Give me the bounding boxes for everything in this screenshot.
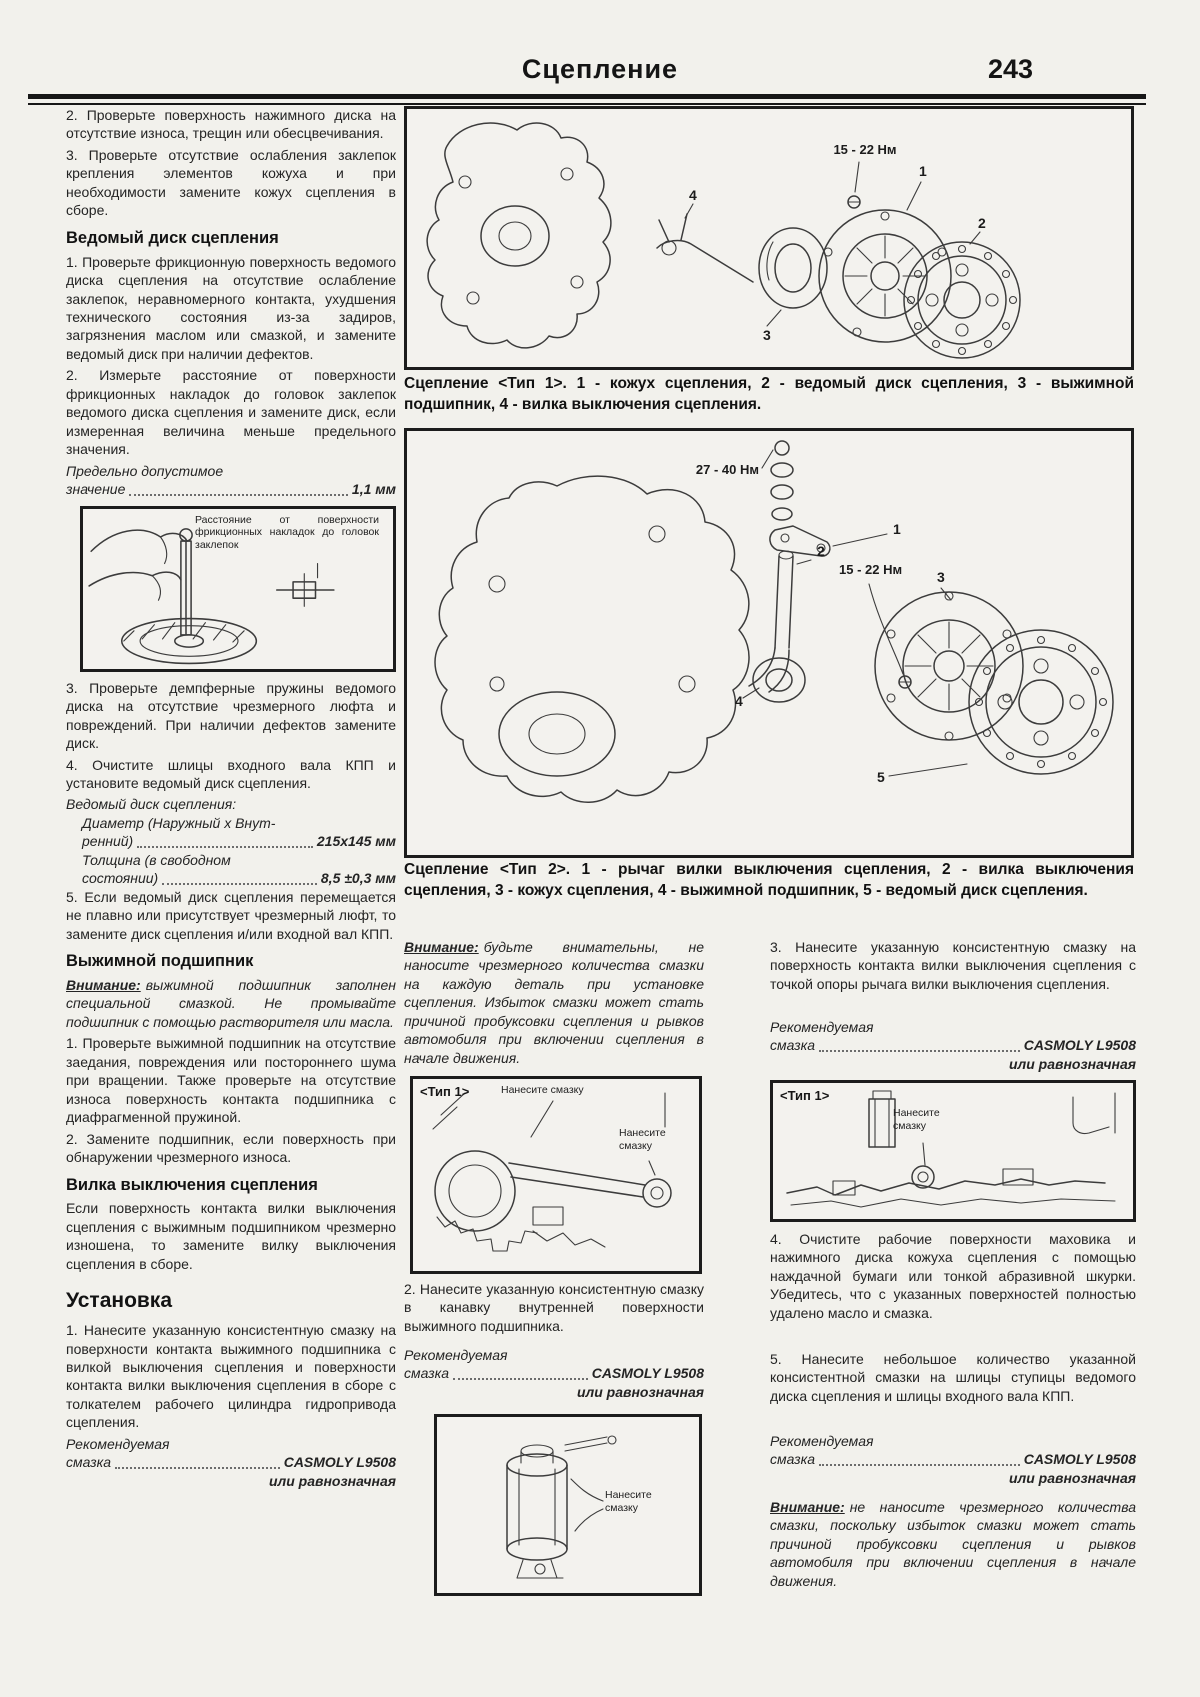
part-label-1: 1 xyxy=(893,521,901,537)
paragraph: 4. Очистите шлицы входного вала КПП и установите ведомый диск сцепления. xyxy=(66,756,396,792)
apply-grease-label: Нанесите смазку xyxy=(605,1489,652,1514)
part-label-3: 3 xyxy=(763,327,771,343)
paragraph: 2. Замените подшипник, если поверхность при обнаружении чрезмерного износа. xyxy=(66,1130,396,1166)
dotted-leader xyxy=(137,846,313,848)
apply-grease-label: Нанесите смазку xyxy=(619,1127,666,1152)
part-label-1: 1 xyxy=(919,163,927,179)
section-heading: Ведомый диск сцепления xyxy=(66,228,279,247)
part-label-2: 2 xyxy=(978,215,986,231)
dotted-leader xyxy=(819,1050,1020,1052)
section-heading: Выжимной подшипник xyxy=(66,952,254,971)
fork-pivot-grease-diagram xyxy=(773,1083,1133,1219)
torque-label-mid: 15 - 22 Нм xyxy=(839,562,903,577)
middle-step-2: 2. Нанесите указанную консистентную смазку в канавку внутренней поверхности выжимного подшипника. xyxy=(404,1281,704,1334)
right-step-5: 5. Нанесите небольшое количество указанной консистентной смазки на шлицы ступицы ведомого диска сцепления и шлицы входного вала КПП. xyxy=(770,1351,1136,1404)
spec-label: Предельно допустимое xyxy=(66,462,224,479)
grease-word: смазка xyxy=(770,1037,815,1054)
spec-line xyxy=(66,869,396,887)
part-label-3: 3 xyxy=(937,569,945,585)
clutch-type2-exploded-diagram xyxy=(407,431,1131,855)
grease-line xyxy=(770,1450,1136,1468)
spec-word: ренний) xyxy=(82,833,134,850)
dotted-leader xyxy=(453,1378,588,1380)
grease-value: CASMOLY L9508 xyxy=(1023,1037,1136,1054)
grease-word: смазка xyxy=(770,1451,815,1468)
paragraph: 3. Проверьте отсутствие ослабления заклепок крепления элементов кожуха и при необходимости замените кожух сцепления в сборе. xyxy=(66,146,396,219)
grease-value: CASMOLY L9508 xyxy=(283,1454,396,1471)
clutch-type1-exploded-diagram xyxy=(407,109,1131,367)
spec-value: 1,1 мм xyxy=(351,481,396,498)
right-step-3: 3. Нанесите указанную консистентную смазку на поверхность контакта вилки выключения сцепления с точкой опоры рычага вилки выключения сцепления. xyxy=(770,939,1136,992)
section-heading-install: Установка xyxy=(66,1289,172,1313)
warning-paragraph xyxy=(66,976,396,1031)
attention-label: Внимание: xyxy=(404,939,479,955)
warning-text: будьте внимательны, не наносите чрезмерного количества смазки на каждую деталь при установке сцепления. Избыток смазки может стать причиной пробуксовки сцепления и рывков автомобиля при включении сцепления в начале движения. xyxy=(404,939,704,1066)
apply-grease-label: Нанесите смазку xyxy=(501,1084,584,1096)
paragraph: 2. Измерьте расстояние от поверхности фрикционных накладок до головок заклепок ведомого диска сцепления и замените диск, если измеренная величина меньше предельного значения. xyxy=(66,367,396,458)
apply-grease-label: Нанесите смазку xyxy=(893,1107,940,1132)
grease-word: смазка xyxy=(404,1365,449,1382)
figure-clutch-type2 xyxy=(404,428,1134,858)
attention-label: Внимание: xyxy=(770,1499,845,1515)
figure-type-label: <Тип 1> xyxy=(420,1084,470,1099)
figure1-caption: Сцепление <Тип 1>. 1 - кожух сцепления, 2 - ведомый диск сцепления, 3 - выжимной подшипник, 4 - вилка выключения сцепления. xyxy=(404,375,1134,413)
torque-label: 15 - 22 Нм xyxy=(833,142,897,157)
figure2-caption: Сцепление <Тип 2>. 1 - рычаг вилки выключения сцепления, 2 - вилка выключения сцепления, 3 - кожух сцепления, 4 - выжимной подшипник, 5 - ведомый диск сцепления. xyxy=(404,861,1134,899)
grease-equivalent: или равнозначная xyxy=(1008,1469,1136,1486)
dotted-leader xyxy=(115,1467,280,1469)
figure-bearing-grease xyxy=(434,1414,702,1596)
spec-word: значение xyxy=(66,481,126,498)
spec-label: Диаметр (Наружный х Внут- xyxy=(82,814,276,831)
grease-label: Рекомендуемая xyxy=(770,1019,874,1035)
paragraph: 5. Если ведомый диск сцепления перемещается не плавно или присутствует чрезмерный люфт, то замените диск сцепления и/или входной вал КПП. xyxy=(66,888,396,942)
spec-title: Ведомый диск сцепления: xyxy=(66,796,237,813)
dotted-leader xyxy=(162,883,317,885)
page-number: 243 xyxy=(988,54,1034,84)
page-title: Сцепление xyxy=(521,54,679,84)
paragraph: 1. Нанесите указанную консистентную смазку на поверхности контакта выжимного подшипника с вилкой выключения сцепления и поверхности контакта вилки выключения сцепления в сборе с толкателем рабочего цилиндра гидропривода сцепления. xyxy=(66,1322,396,1431)
attention-label: Внимание: xyxy=(66,977,141,993)
paragraph: 1. Проверьте выжимной подшипник на отсутствие заедания, повреждения или постороннего шума при вращении. Также проверьте на отсутствие износа поверхность контакта подшипника с диафрагменной пружиной. xyxy=(66,1035,396,1126)
right-grease-spec-2 xyxy=(770,1432,1136,1487)
figure-clutch-type1 xyxy=(404,106,1134,370)
figure-fork-pivot-grease-type1 xyxy=(770,1080,1136,1222)
section-heading: Вилка выключения сцепления xyxy=(66,1175,318,1194)
spec-word: состоянии) xyxy=(82,870,159,887)
figure-annotation: Расстояние от поверхности фрикционных накладок до головок заклепок xyxy=(195,513,379,552)
grease-label: Рекомендуемая xyxy=(404,1347,508,1363)
paragraph: 1. Проверьте фрикционную поверхность ведомого диска сцепления на отсутствие ослабление заклепок, неравномерного контакта, ухудшения технического состояния из-за задиров, загрязнения маслом или смазкой, и замените ведомый диск при наличии дефектов. xyxy=(66,253,396,362)
paragraph: Если поверхность контакта вилки выключения сцепления с выжимным подшипником чрезмерно изношена, то замените вилку выключения сцепления в сборе. xyxy=(66,1200,396,1272)
grease-label: Рекомендуемая xyxy=(770,1433,874,1449)
figure-fork-grease-type1 xyxy=(410,1076,702,1274)
spec-value: 215х145 мм xyxy=(316,833,396,850)
spec-line xyxy=(66,832,396,850)
left-column xyxy=(66,106,396,1490)
middle-grease-spec xyxy=(404,1346,704,1401)
grease-line xyxy=(404,1364,704,1382)
right-warning-paragraph xyxy=(770,1498,1136,1590)
grease-label: Рекомендуемая xyxy=(66,1435,170,1452)
grease-line xyxy=(66,1453,396,1471)
dotted-leader xyxy=(129,494,348,496)
figure-type-label: <Тип 1> xyxy=(780,1088,830,1103)
grease-line xyxy=(770,1036,1136,1054)
grease-value: CASMOLY L9508 xyxy=(1023,1451,1136,1468)
middle-warning-paragraph xyxy=(404,938,704,1067)
dotted-leader xyxy=(819,1464,1020,1466)
part-label-4: 4 xyxy=(689,187,697,203)
spec-value: 8,5 ±0,3 мм xyxy=(320,870,396,887)
header-rule xyxy=(28,94,1146,105)
grease-word: смазка xyxy=(66,1454,111,1471)
part-label-4: 4 xyxy=(735,693,743,709)
part-label-2: 2 xyxy=(817,543,825,559)
warning-text: выжимной подшипник заполнен специальной смазкой. Не промывайте подшипник с помощью растворителя или масла. xyxy=(66,977,396,1030)
right-grease-spec-1 xyxy=(770,1018,1136,1073)
spec-label: Толщина (в свободном xyxy=(82,851,231,868)
spec-line xyxy=(66,480,396,498)
warning-text: не наносите чрезмерного количества смазки, поскольку избыток смазки может стать причиной пробуксовки сцепления и рывков автомобиля при включении сцепления в начале движения. xyxy=(770,1499,1136,1589)
right-step-4: 4. Очистите рабочие поверхности маховика и нажимного диска кожуха сцепления с помощью наждачной бумаги или тонкой абразивной шкурки. Убедитесь, что с указанных поверхностей полностью удалено масло и смазка. xyxy=(770,1231,1136,1321)
grease-equivalent: или равнозначная xyxy=(268,1472,396,1489)
grease-equivalent: или равнозначная xyxy=(1008,1055,1136,1072)
paragraph: 3. Проверьте демпферные пружины ведомого диска на отсутствие чрезмерного люфта и повреждений. При наличии дефектов замените диск. xyxy=(66,679,396,752)
figure-rivet-depth-measurement xyxy=(80,506,396,672)
torque-label-top: 27 - 40 Нм xyxy=(695,462,759,477)
grease-equivalent: или равнозначная xyxy=(576,1383,704,1400)
grease-value: CASMOLY L9508 xyxy=(591,1365,704,1382)
fork-grease-diagram xyxy=(413,1079,699,1271)
paragraph: 2. Проверьте поверхность нажимного диска на отсутствие износа, трещин или обесцвечивания. xyxy=(66,107,396,142)
part-label-5: 5 xyxy=(877,769,885,785)
